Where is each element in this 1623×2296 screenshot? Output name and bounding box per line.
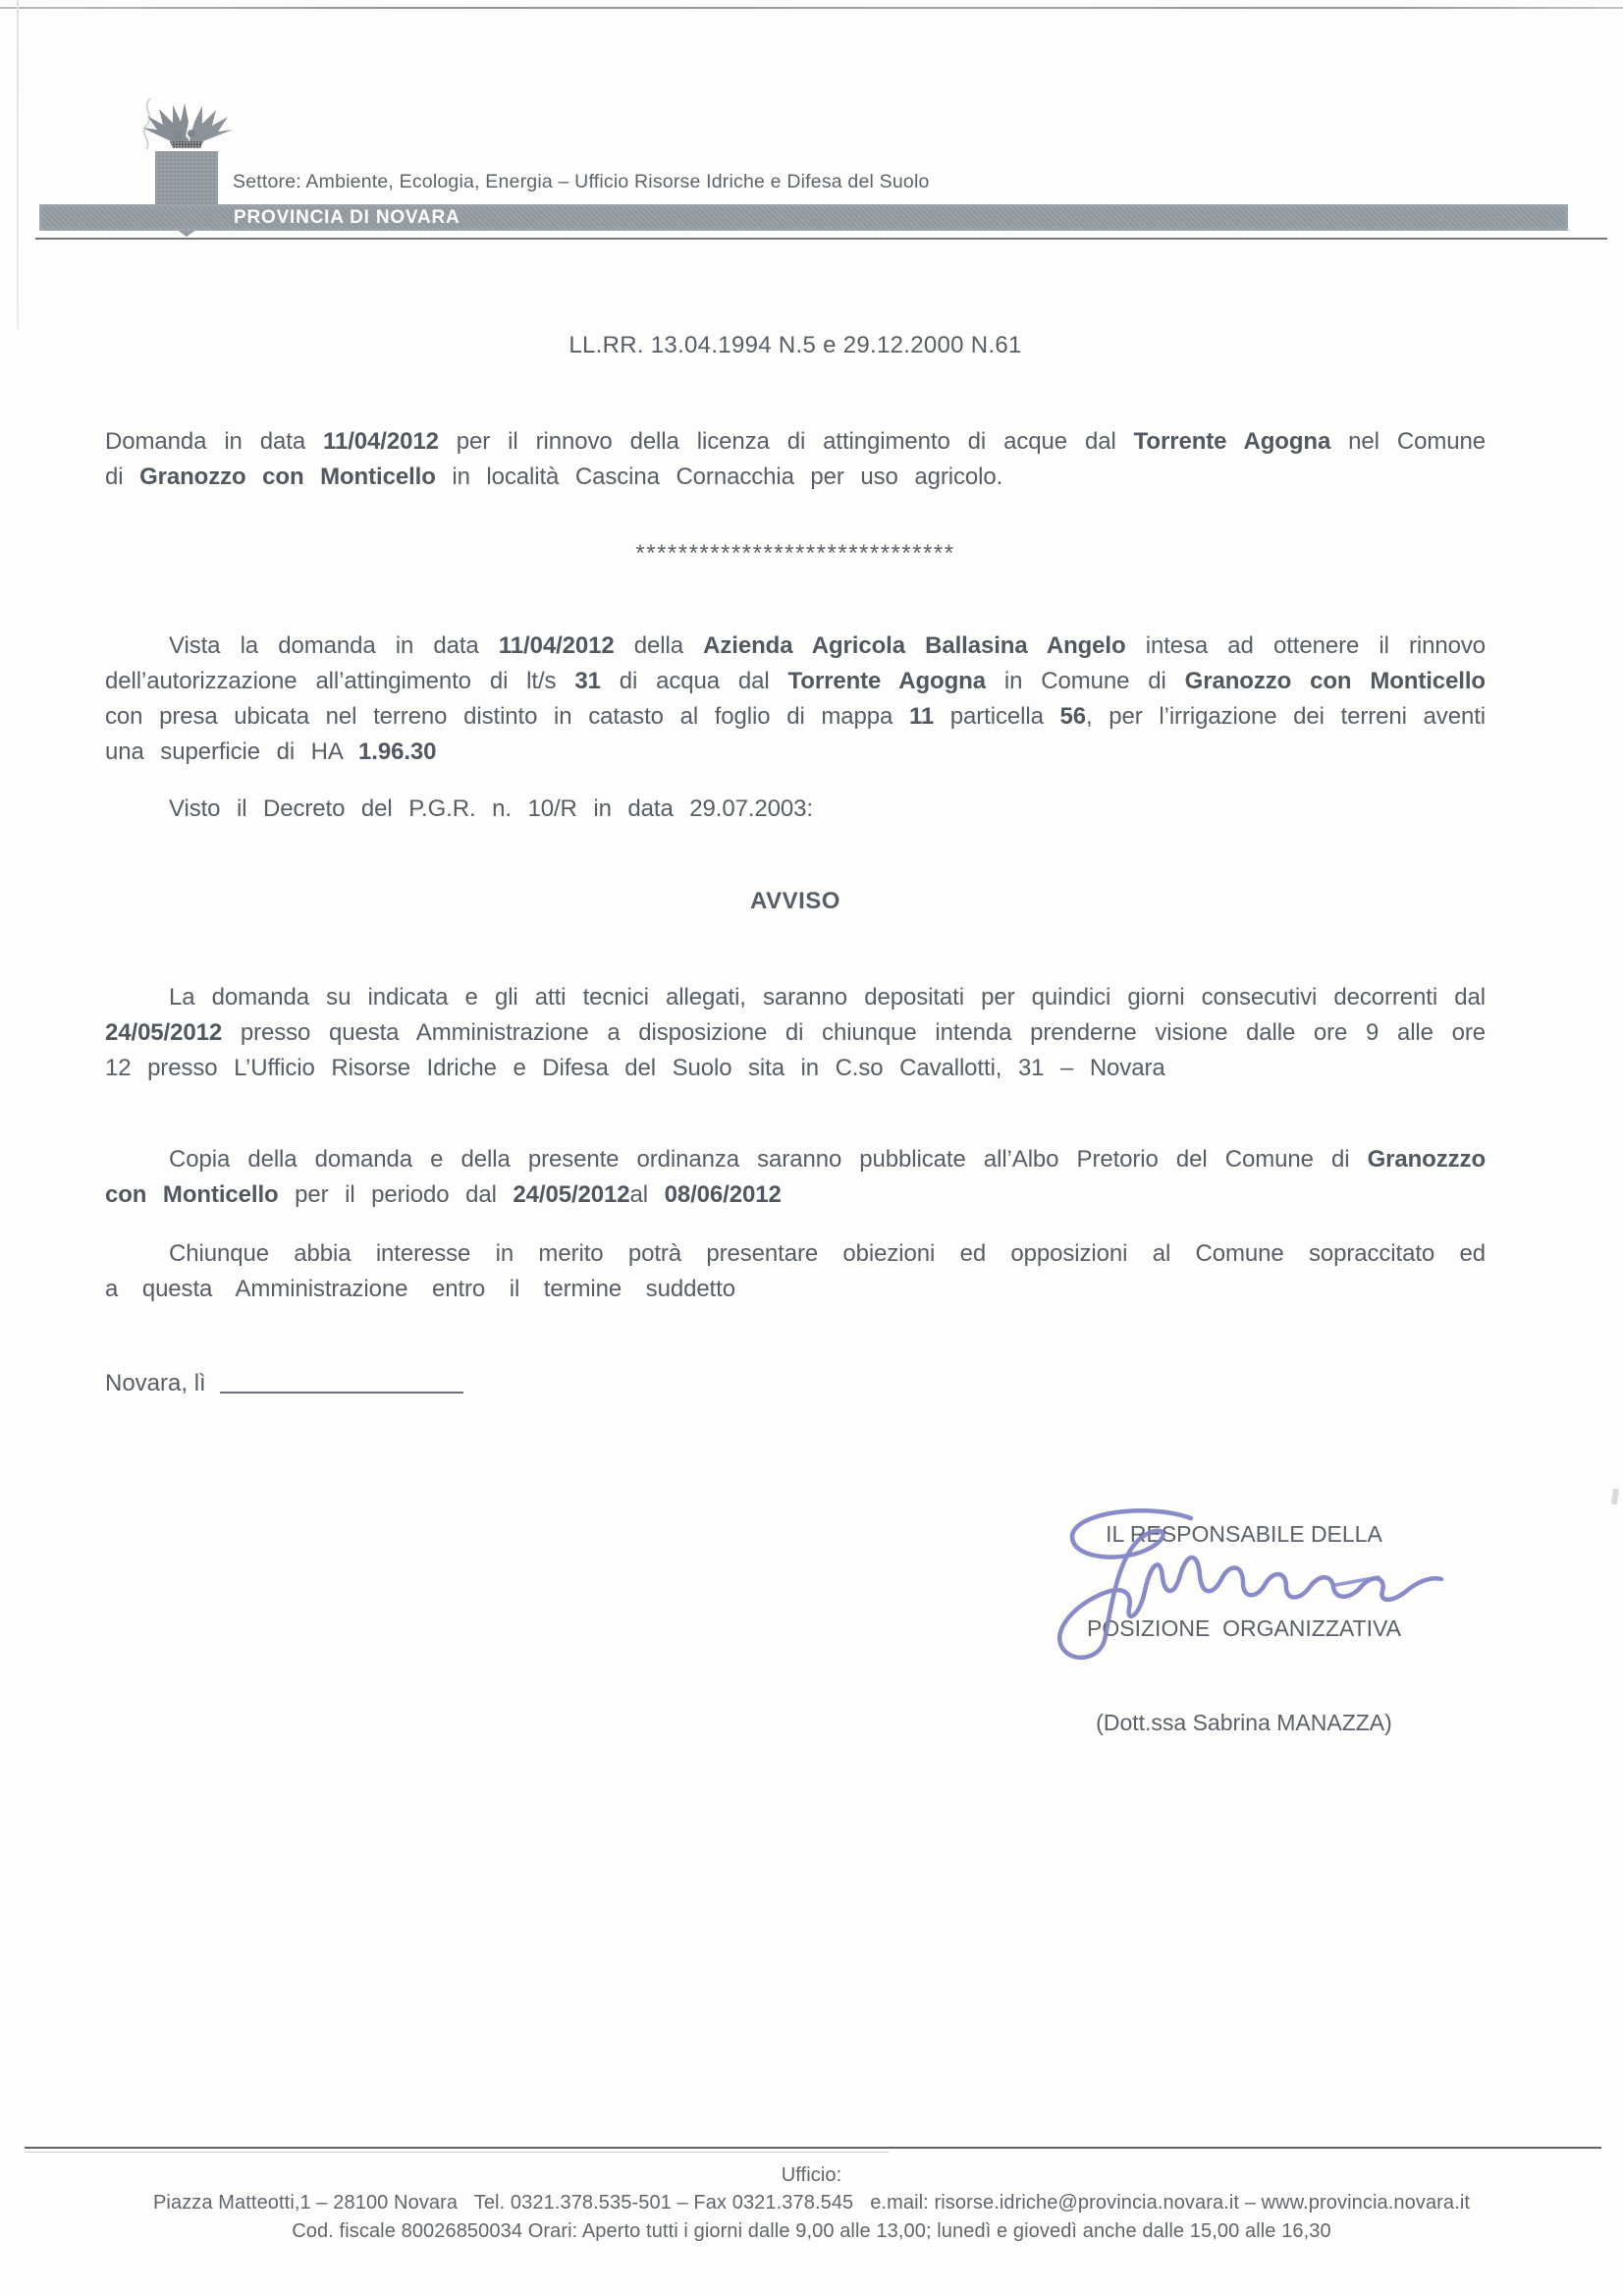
- footer-divider-line: [25, 2147, 1601, 2149]
- scan-edge-line-top: [0, 7, 1623, 9]
- signer-name: (Dott.ssa Sabrina MANAZZA): [1096, 1710, 1392, 1735]
- footer-address-contacts: Piazza Matteotti,1 – 28100 Novara Tel. 0321.378.535-501 – Fax 0321.378.545 e.mail: risorse.idriche@provincia.novara.it – www.provincia.novara.it: [152, 2192, 1471, 2214]
- department-line: Settore: Ambiente, Ecologia, Energia – Ufficio Risorse Idriche e Difesa del Suolo: [233, 171, 930, 192]
- paragraph-visto-decreto: Visto il Decreto del P.G.R. n. 10/R in data 29.07.2003:: [169, 795, 813, 822]
- scan-smudge-mark: [1611, 1489, 1619, 1505]
- date-fill-in-blank: [220, 1370, 463, 1394]
- paragraph-vista: Vista la domanda in data 11/04/2012 della Azienda Agricola Ballasina Angelo intesa ad ottenere il rinnovo dell’autorizzazione all’attingimento di lt/s 31 di acqua dal Torrente Agogna in Comune di Granozzo con Monticello con presa ubicata nel terreno distinto in catasto al foglio di mappa 11 particella 56, per l’irrigazione dei terreni aventi una superficie di HA 1.96.30: [105, 632, 1486, 765]
- crest-foliage-right: [188, 106, 233, 147]
- footer-fiscal-hours: Cod. fiscale 80026850034 Orari: Aperto tutti i giorni dalle 9,00 alle 13,00; lunedì e giovedì anche dalle 15,00 alle 16,30: [292, 2220, 1331, 2242]
- date-place-label: Novara, lì: [105, 1370, 206, 1396]
- footer-divider-echo: [25, 2152, 889, 2153]
- asterisk-separator: ******************************: [635, 540, 955, 567]
- date-place-line: [105, 1367, 463, 1397]
- paragraph-copia-albo: Copia della domanda e della presente ordinanza saranno pubblicate all’Albo Pretorio del Comune di Granozzzo con Monticello per il periodo dal 24/05/2012al 08/06/2012: [105, 1146, 1486, 1208]
- banner-divider-line: [35, 238, 1607, 240]
- footer-office-label: Ufficio:: [781, 2164, 842, 2186]
- paragraph-opposizioni: Chiunque abbia interesse in merito potrà presentare obiezioni ed opposizioni al Comune sopraccitato ed a questa Amministrazione entro il termine suddetto: [105, 1240, 1486, 1302]
- paragraph-domanda: Domanda in data 11/04/2012 per il rinnovo della licenza di attingimento di acque dal Torrente Agogna nel Comune di Granozzo con Monticello in località Cascina Cornacchia per uso agricolo.: [105, 428, 1486, 490]
- signer-role-line2: POSIZIONE ORGANIZZATIVA: [1087, 1615, 1401, 1641]
- law-reference-line: LL.RR. 13.04.1994 N.5 e 29.12.2000 N.61: [568, 332, 1022, 358]
- provincia-banner-title: PROVINCIA DI NOVARA: [234, 207, 460, 228]
- paragraph-deposito: La domanda su indicata e gli atti tecnici allegati, saranno depositati per quindici giorni consecutivi decorrenti dal 24/05/2012 presso questa Amministrazione a disposizione di chiunque intenda prenderne visione dalle ore 9 alle ore 12 presso L’Ufficio Risorse Idriche e Difesa del Suolo sita in C.so Cavallotti, 31 – Novara: [105, 984, 1486, 1081]
- provincia-banner: [39, 204, 1568, 231]
- avviso-title: AVVISO: [750, 888, 840, 914]
- signer-role-line1: IL RESPONSABILE DELLA: [1106, 1521, 1382, 1547]
- handwritten-signature-icon: [1001, 1491, 1453, 1667]
- scan-edge-line-left: [17, 0, 19, 329]
